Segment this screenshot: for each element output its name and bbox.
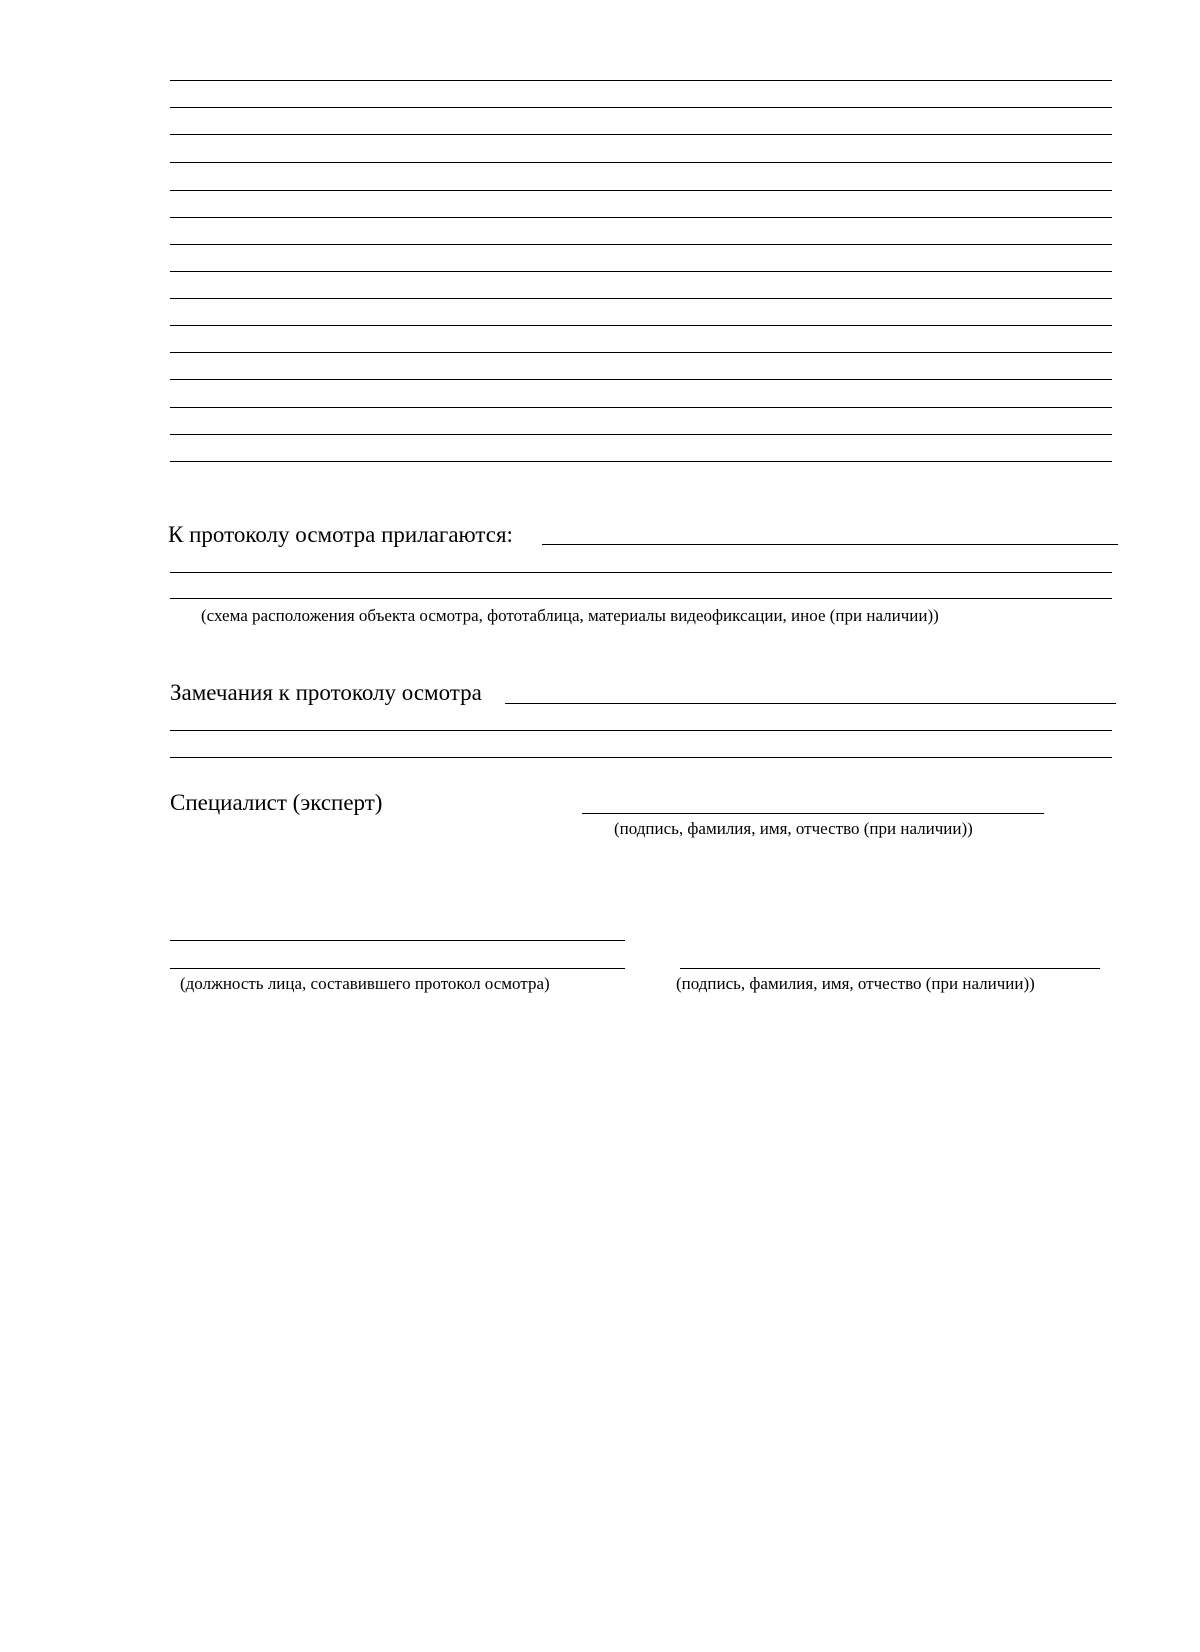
- blank-line-1[interactable]: [170, 80, 1112, 81]
- blank-line-8[interactable]: [170, 271, 1112, 272]
- attachments-line-3[interactable]: [170, 598, 1112, 599]
- remarks-label: Замечания к протоколу осмотра: [170, 680, 482, 705]
- blank-line-11[interactable]: [170, 352, 1112, 353]
- blank-line-7[interactable]: [170, 244, 1112, 245]
- attachments-line-2[interactable]: [170, 572, 1112, 573]
- compiler-position-line-2[interactable]: [170, 968, 625, 969]
- blank-line-5[interactable]: [170, 190, 1112, 191]
- blank-line-10[interactable]: [170, 325, 1112, 326]
- blank-line-13[interactable]: [170, 407, 1112, 408]
- remarks-line-3[interactable]: [170, 757, 1112, 758]
- blank-lines-block: [0, 0, 1200, 480]
- attachments-caption: (схема расположения объекта осмотра, фототаблица, материалы видеофиксации, иное (при наличии)): [201, 606, 939, 625]
- blank-line-14[interactable]: [170, 434, 1112, 435]
- remarks-line-2[interactable]: [170, 730, 1112, 731]
- blank-line-12[interactable]: [170, 379, 1112, 380]
- attachments-input-line[interactable]: [542, 544, 1118, 545]
- blank-line-15[interactable]: [170, 461, 1112, 462]
- blank-line-2[interactable]: [170, 107, 1112, 108]
- blank-line-4[interactable]: [170, 162, 1112, 163]
- blank-line-6[interactable]: [170, 217, 1112, 218]
- specialist-signature-caption: (подпись, фамилия, имя, отчество (при наличии)): [614, 819, 973, 838]
- specialist-label: Специалист (эксперт): [170, 790, 383, 815]
- compiler-signature-line[interactable]: [680, 968, 1100, 969]
- compiler-position-line-1[interactable]: [170, 940, 625, 941]
- blank-line-9[interactable]: [170, 298, 1112, 299]
- compiler-position-caption: (должность лица, составившего протокол осмотра): [180, 974, 550, 993]
- blank-line-3[interactable]: [170, 134, 1112, 135]
- specialist-signature-line[interactable]: [582, 813, 1044, 814]
- attachments-label: К протоколу осмотра прилагаются:: [168, 522, 513, 547]
- compiler-signature-caption: (подпись, фамилия, имя, отчество (при наличии)): [676, 974, 1035, 993]
- remarks-input-line[interactable]: [505, 703, 1116, 704]
